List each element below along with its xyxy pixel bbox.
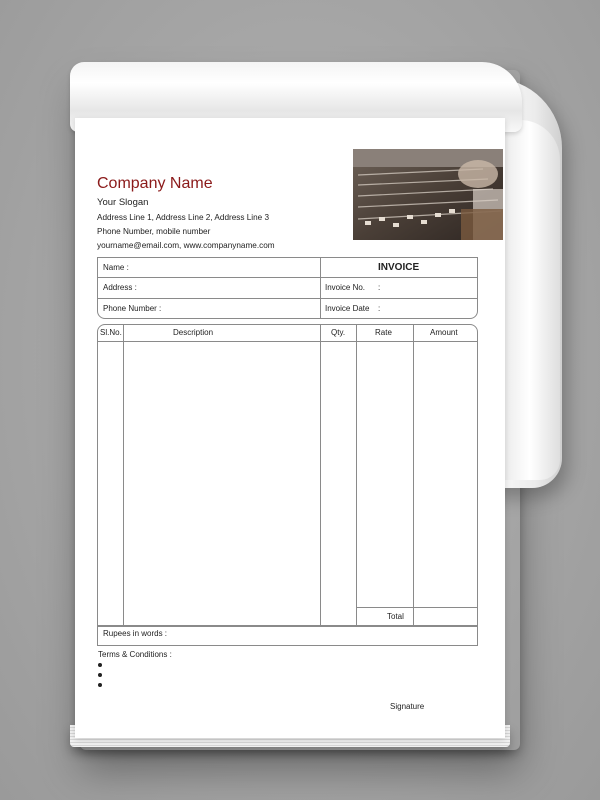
- customer-info-row-line: [97, 298, 478, 299]
- bullet-point: [98, 673, 102, 677]
- col-header-description: Description: [173, 328, 214, 337]
- phone-label: Phone Number :: [103, 304, 162, 313]
- invoice-no-label: Invoice No.: [325, 283, 366, 292]
- col-header-amount: Amount: [430, 328, 458, 337]
- company-address: Address Line 1, Address Line 2, Address Line 3: [97, 213, 270, 222]
- items-table: [97, 324, 478, 626]
- col-header-slno: Sl.No.: [100, 328, 122, 337]
- invoice-date-colon: :: [378, 304, 381, 313]
- terms-label: Terms & Conditions :: [98, 650, 172, 659]
- customer-info-row-line: [97, 277, 478, 278]
- rupees-in-words-label: Rupees in words :: [103, 629, 168, 638]
- invoice-no-colon: :: [378, 283, 381, 292]
- signature-label: Signature: [390, 702, 425, 711]
- company-name: Company Name: [97, 175, 213, 192]
- company-web: yourname@email.com, www.companyname.com: [97, 241, 275, 250]
- col-divider: [320, 324, 321, 626]
- company-phone: Phone Number, mobile number: [97, 227, 211, 236]
- total-row-line: [356, 607, 478, 608]
- invoice-title: INVOICE: [378, 262, 420, 273]
- header-photo-mixing-console: [353, 149, 503, 240]
- col-divider: [123, 324, 124, 626]
- company-slogan: Your Slogan: [97, 197, 149, 208]
- col-header-rate: Rate: [375, 328, 392, 337]
- invoice-date-label: Invoice Date: [325, 304, 370, 313]
- items-header-line: [97, 341, 478, 342]
- address-label: Address :: [103, 283, 137, 292]
- name-label: Name :: [103, 263, 129, 272]
- col-divider: [413, 324, 414, 626]
- bullet-point: [98, 683, 102, 687]
- col-divider: [356, 324, 357, 626]
- total-label: Total: [387, 612, 404, 621]
- bullet-point: [98, 663, 102, 667]
- curled-pages-highlight: [500, 120, 560, 480]
- col-header-qty: Qty.: [331, 328, 346, 337]
- customer-info-divider: [320, 257, 321, 319]
